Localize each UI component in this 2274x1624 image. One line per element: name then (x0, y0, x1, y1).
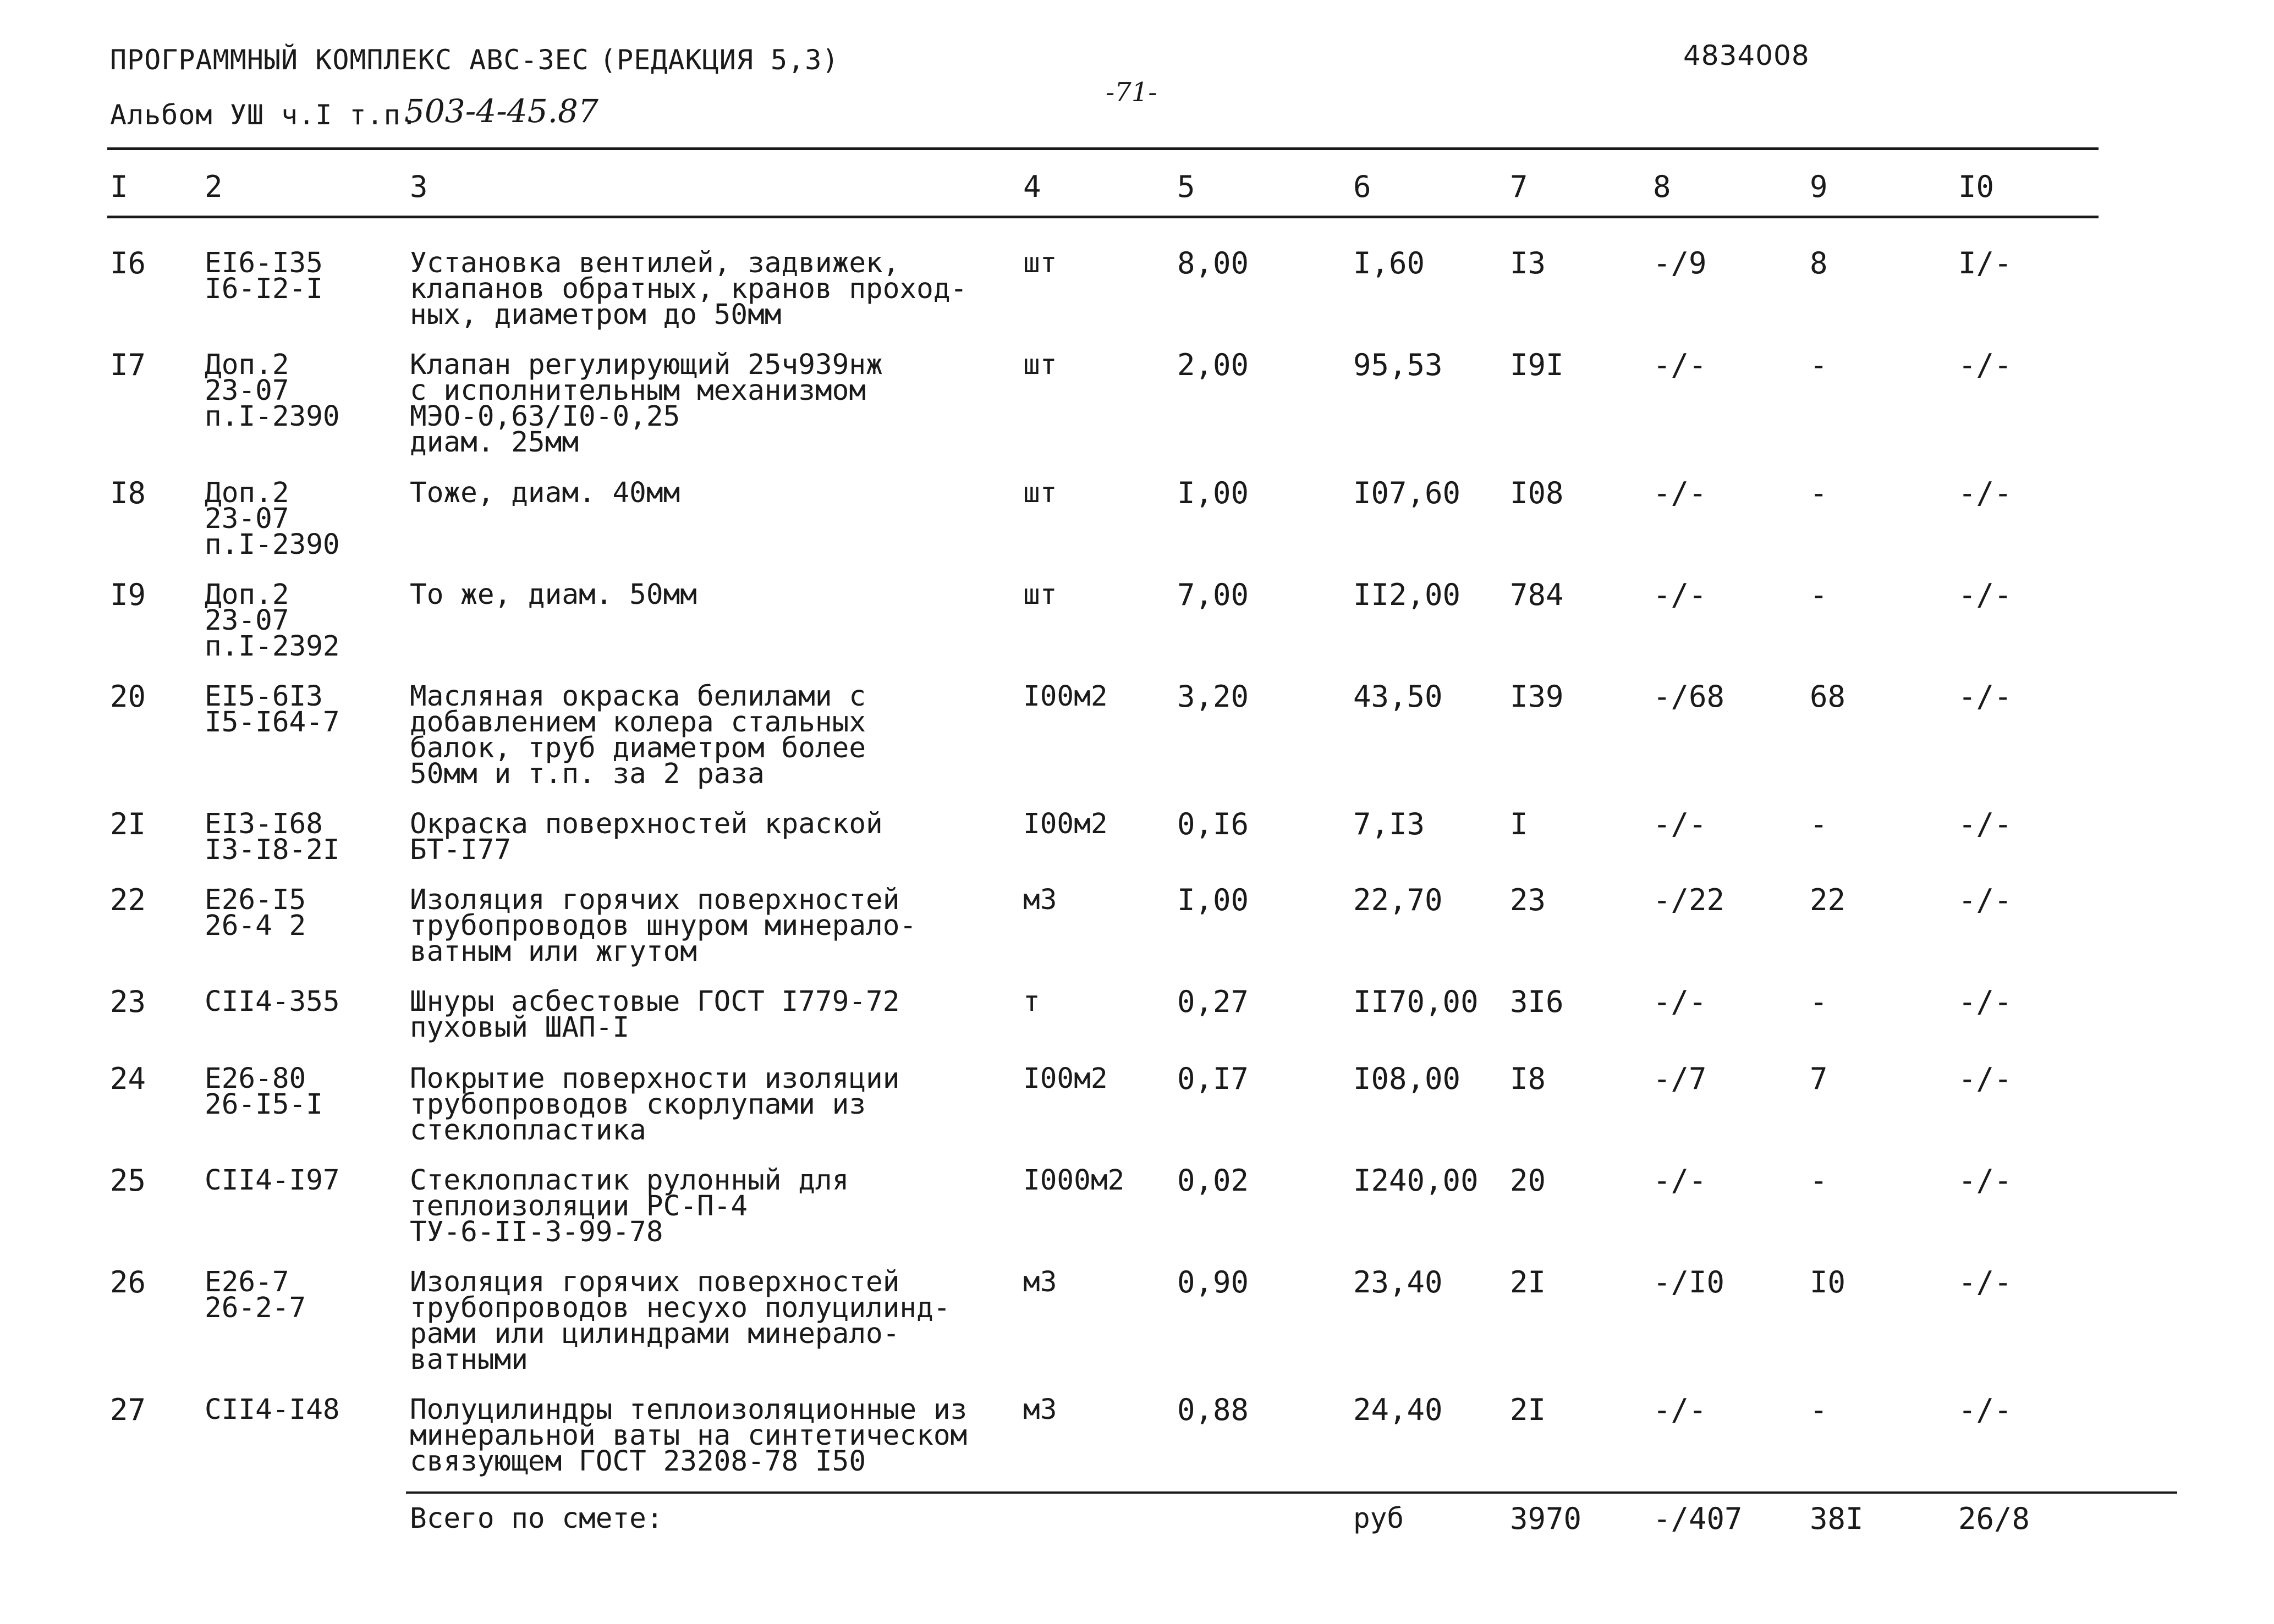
row-unit: м3 (1023, 884, 1057, 916)
album-label: Альбом УШ ч.I т.п. (110, 99, 418, 131)
total-col-8: -/407 (1653, 1501, 1743, 1536)
column-header-4: 4 (1023, 169, 1041, 204)
row-code: CII4-I48 (205, 1394, 340, 1426)
row-code: E26-7 26-2-7 (205, 1266, 306, 1324)
row-total: I (1510, 807, 1528, 841)
row-number: 25 (110, 1163, 146, 1198)
row-unit-price: 7,I3 (1353, 807, 1425, 841)
row-number: 27 (110, 1392, 146, 1427)
row-col-10: -/- (1958, 679, 2012, 714)
row-total: I3 (1510, 246, 1546, 280)
row-description: Масляная окраска белилами с добавлением колера стальных балок, труб диаметром более 50мм и т.п. за 2 раза (410, 680, 866, 790)
row-col-8: -/- (1653, 1392, 1707, 1427)
row-unit: I00м2 (1023, 808, 1108, 840)
row-total: 2I (1510, 1392, 1546, 1427)
row-code: EI6-I35 I6-I2-I (205, 247, 323, 305)
row-description: Стеклопластик рулонный для теплоизоляции РС-П-4 ТУ-6-II-3-99-78 (410, 1164, 849, 1248)
row-col-9: - (1810, 807, 1828, 841)
row-unit: I00м2 (1023, 1063, 1108, 1095)
row-total: I39 (1510, 679, 1564, 714)
row-col-10: -/- (1958, 1392, 2012, 1427)
row-col-10: -/- (1958, 577, 2012, 612)
row-col-10: -/- (1958, 1061, 2012, 1096)
row-quantity: 0,27 (1177, 984, 1249, 1019)
row-unit-price: I240,00 (1353, 1163, 1479, 1198)
top-rule (107, 147, 2099, 150)
row-unit-price: 43,50 (1353, 679, 1443, 714)
column-header-5: 5 (1177, 169, 1195, 204)
column-header-6: 6 (1353, 169, 1371, 204)
row-total: 20 (1510, 1163, 1546, 1198)
row-number: I7 (110, 348, 146, 382)
row-description: Шнуры асбестовые ГОСТ I779-72 пуховый ШАП-I (410, 986, 900, 1044)
total-rule (406, 1491, 2177, 1494)
row-unit: шт (1023, 349, 1057, 381)
total-label: Всего по смете: (410, 1502, 663, 1535)
row-quantity: 0,I7 (1177, 1061, 1249, 1096)
row-col-8: -/- (1653, 476, 1707, 510)
total-col-10: 26/8 (1958, 1501, 2030, 1536)
row-col-9: I0 (1810, 1265, 1846, 1300)
row-description: Полуцилиндры теплоизоляционные из минеральной ваты на синтетическом связующем ГОСТ 23208-78 I50 (410, 1394, 968, 1478)
row-col-8: -/- (1653, 807, 1707, 841)
column-header-10: I0 (1958, 169, 1995, 204)
row-col-9: 8 (1810, 246, 1828, 280)
row-unit-price: II2,00 (1353, 577, 1461, 612)
total-sum: 3970 (1510, 1501, 1582, 1536)
row-code: E26-80 26-I5-I (205, 1063, 323, 1121)
row-unit: шт (1023, 477, 1057, 509)
row-total: 23 (1510, 883, 1546, 917)
row-unit-price: 24,40 (1353, 1392, 1443, 1427)
row-col-10: -/- (1958, 883, 2012, 917)
album-handwritten-number: 503-4-45.87 (404, 92, 598, 130)
row-total: 2I (1510, 1265, 1546, 1300)
row-col-8: -/7 (1653, 1061, 1707, 1096)
row-unit-price: I08,00 (1353, 1061, 1461, 1096)
row-total: I8 (1510, 1061, 1546, 1096)
row-unit-price: I,60 (1353, 246, 1425, 280)
row-col-8: -/22 (1653, 883, 1725, 917)
row-col-10: -/- (1958, 1163, 2012, 1198)
row-col-10: -/- (1958, 1265, 2012, 1300)
row-col-8: -/- (1653, 1163, 1707, 1198)
row-number: I9 (110, 577, 146, 612)
row-col-9: 7 (1810, 1061, 1828, 1096)
row-col-10: I/- (1958, 246, 2012, 280)
row-quantity: 2,00 (1177, 348, 1249, 382)
row-description: Окраска поверхностей краской БТ-I77 (410, 808, 883, 866)
row-unit-price: 22,70 (1353, 883, 1443, 917)
row-code: Доп.2 23-07 п.I-2390 (205, 477, 340, 561)
row-quantity: 0,02 (1177, 1163, 1249, 1198)
row-unit: м3 (1023, 1394, 1057, 1426)
row-quantity: I,00 (1177, 883, 1249, 917)
row-code: E26-I5 26-4 2 (205, 884, 306, 942)
row-code: EI5-6I3 I5-I64-7 (205, 680, 340, 739)
row-col-9: - (1810, 1163, 1828, 1198)
row-col-10: -/- (1958, 476, 2012, 510)
row-description: Изоляция горячих поверхностей трубопроводов несухо полуцилинд- рами или цилиндрами минерало- ватными (410, 1266, 951, 1376)
row-col-9: - (1810, 984, 1828, 1019)
row-col-8: -/I0 (1653, 1265, 1725, 1300)
row-description: То же, диам. 50мм (410, 579, 697, 611)
row-col-8: -/- (1653, 577, 1707, 612)
row-unit-price: I07,60 (1353, 476, 1461, 510)
row-col-9: - (1810, 476, 1828, 510)
row-number: 26 (110, 1265, 146, 1300)
row-unit: шт (1023, 247, 1057, 279)
row-col-9: - (1810, 577, 1828, 612)
column-header-8: 8 (1653, 169, 1671, 204)
row-number: 20 (110, 679, 146, 714)
row-number: 23 (110, 984, 146, 1019)
total-col-9: 38I (1810, 1501, 1864, 1536)
row-code: CII4-I97 (205, 1164, 340, 1197)
row-total: 784 (1510, 577, 1564, 612)
row-unit-price: II70,00 (1353, 984, 1479, 1019)
column-header-1: I (110, 169, 128, 204)
row-description: Установка вентилей, задвижек, клапанов обратных, кранов проход- ных, диаметром до 50мм (410, 247, 968, 331)
row-col-8: -/- (1653, 348, 1707, 382)
total-unit: руб (1353, 1502, 1404, 1535)
row-quantity: I,00 (1177, 476, 1249, 510)
column-header-2: 2 (205, 169, 223, 204)
row-number: 22 (110, 883, 146, 917)
program-title: ПРОГРАММНЫЙ КОМПЛЕКС АВС-ЗЕС (110, 44, 589, 76)
row-number: 24 (110, 1061, 146, 1096)
row-code: EI3-I68 I3-I8-2I (205, 808, 340, 866)
row-unit: м3 (1023, 1266, 1057, 1298)
row-col-8: -/68 (1653, 679, 1725, 714)
row-col-9: - (1810, 348, 1828, 382)
row-description: Покрытие поверхности изоляции трубопроводов скорлупами из стеклопластика (410, 1063, 900, 1147)
row-col-8: -/9 (1653, 246, 1707, 280)
row-col-8: -/- (1653, 984, 1707, 1019)
document-number: 4834008 (1683, 40, 1810, 71)
column-header-7: 7 (1510, 169, 1528, 204)
row-unit: т (1023, 986, 1040, 1018)
row-unit-price: 95,53 (1353, 348, 1443, 382)
row-code: Доп.2 23-07 п.I-2392 (205, 579, 340, 663)
header-bottom-rule (107, 216, 2099, 218)
row-total: 3I6 (1510, 984, 1564, 1019)
row-quantity: 0,88 (1177, 1392, 1249, 1427)
row-quantity: 7,00 (1177, 577, 1249, 612)
row-unit: I000м2 (1023, 1164, 1125, 1197)
row-quantity: 3,20 (1177, 679, 1249, 714)
row-number: I8 (110, 476, 146, 510)
row-number: 2I (110, 807, 146, 841)
row-col-9: - (1810, 1392, 1828, 1427)
edition-label: (РЕДАКЦИЯ 5,3) (600, 44, 839, 76)
row-quantity: 0,I6 (1177, 807, 1249, 841)
row-total: I9I (1510, 348, 1564, 382)
row-code: Доп.2 23-07 п.I-2390 (205, 349, 340, 433)
row-description: Клапан регулирующий 25ч939нж с исполнительным механизмом МЭО-0,63/I0-0,25 диам. 25мм (410, 349, 883, 459)
row-col-9: 68 (1810, 679, 1846, 714)
row-col-10: -/- (1958, 984, 2012, 1019)
row-unit-price: 23,40 (1353, 1265, 1443, 1300)
row-unit: шт (1023, 579, 1057, 611)
row-quantity: 8,00 (1177, 246, 1249, 280)
row-description: Тоже, диам. 40мм (410, 477, 680, 509)
row-description: Изоляция горячих поверхностей трубопроводов шнуром минерало- ватным или жгутом (410, 884, 917, 968)
row-col-9: 22 (1810, 883, 1846, 917)
column-header-9: 9 (1810, 169, 1828, 204)
row-number: I6 (110, 246, 146, 280)
row-quantity: 0,90 (1177, 1265, 1249, 1300)
row-unit: I00м2 (1023, 680, 1108, 713)
column-header-3: 3 (410, 169, 428, 204)
row-total: I08 (1510, 476, 1564, 510)
row-code: CII4-355 (205, 986, 340, 1018)
row-col-10: -/- (1958, 348, 2012, 382)
page-number: -71- (1106, 77, 1157, 108)
row-col-10: -/- (1958, 807, 2012, 841)
